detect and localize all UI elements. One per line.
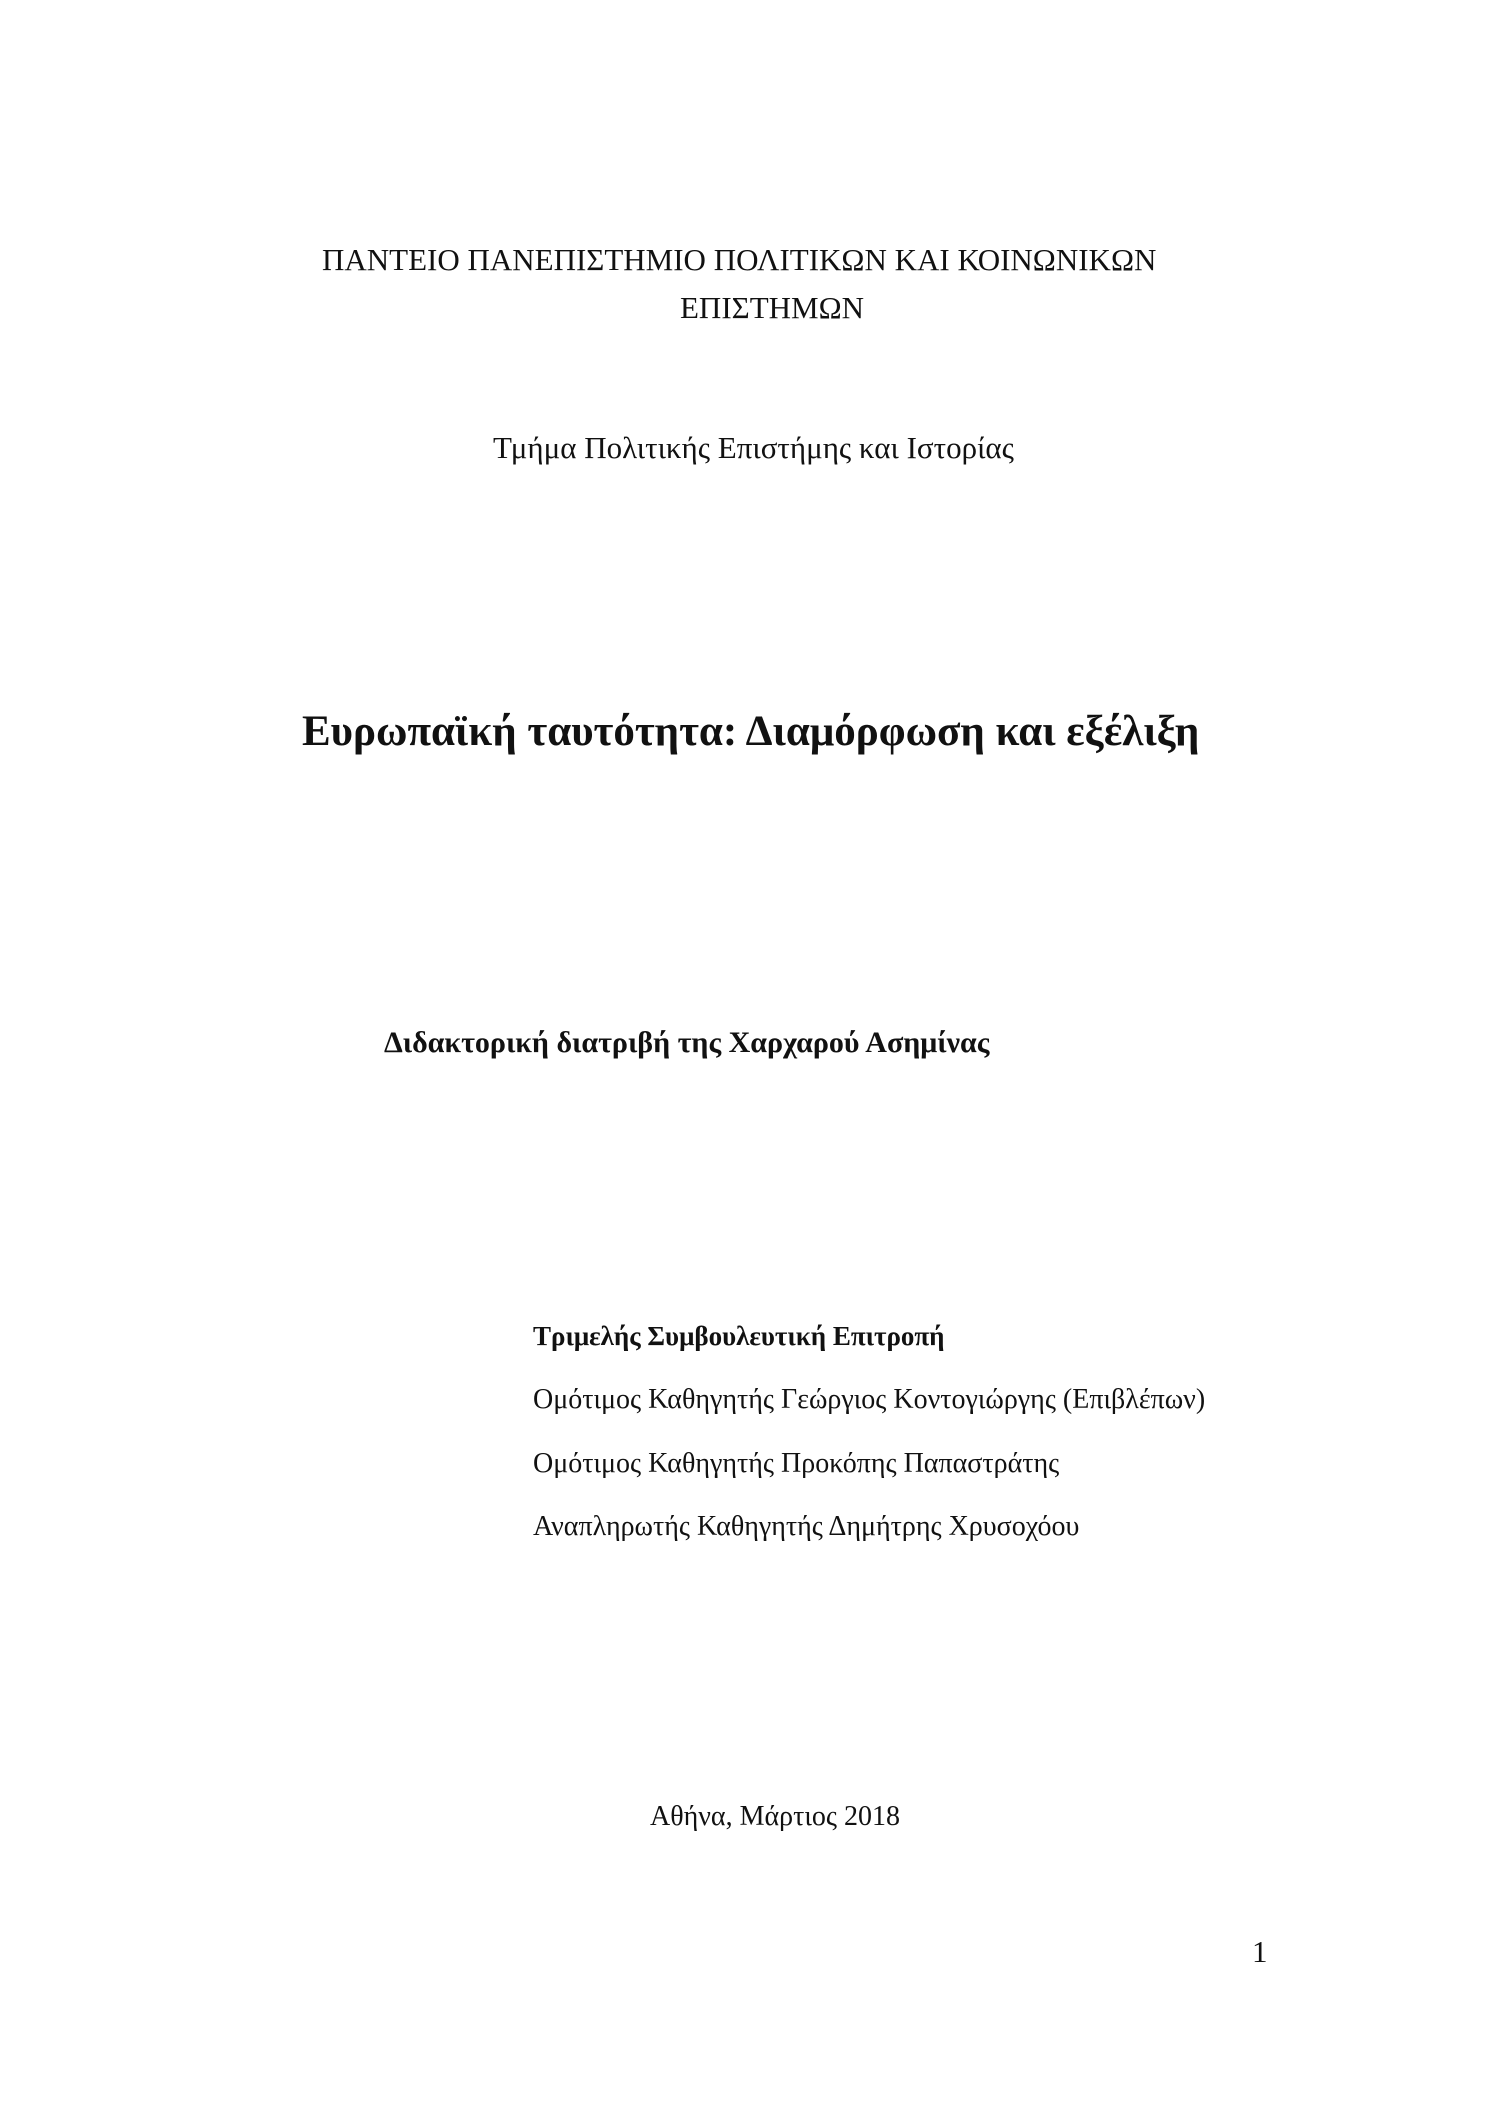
author-line: Διδακτορική διατριβή της Χαρχαρού Ασημίνας (384, 1026, 990, 1059)
university-name-line-2: ΕΠΙΣΤΗΜΩΝ (680, 290, 865, 325)
committee-member: Αναπληρωτής Καθηγητής Δημήτρης Χρυσοχόου (533, 1511, 1080, 1542)
university-name-line-1: ΠΑΝΤΕΙΟ ΠΑΝΕΠΙΣΤΗΜΙΟ ΠΟΛΙΤΙΚΩΝ ΚΑΙ ΚΟΙΝΩΝΙΚΩΝ (322, 242, 1157, 277)
page-number: 1 (1252, 1934, 1268, 1969)
committee-member: Ομότιμος Καθηγητής Γεώργιος Κοντογιώργης (Επιβλέπων) (533, 1384, 1206, 1415)
thesis-title: Ευρωπαϊκή ταυτότητα: Διαμόρφωση και εξέλιξη (302, 708, 1200, 755)
place-and-date: Αθήνα, Μάρτιος 2018 (650, 1801, 901, 1832)
committee-heading: Τριμελής Συμβουλευτική Επιτροπή (533, 1321, 945, 1351)
committee-member: Ομότιμος Καθηγητής Προκόπης Παπαστράτης (533, 1448, 1060, 1479)
department-name: Τμήμα Πολιτικής Επιστήμης και Ιστορίας (493, 430, 1014, 465)
